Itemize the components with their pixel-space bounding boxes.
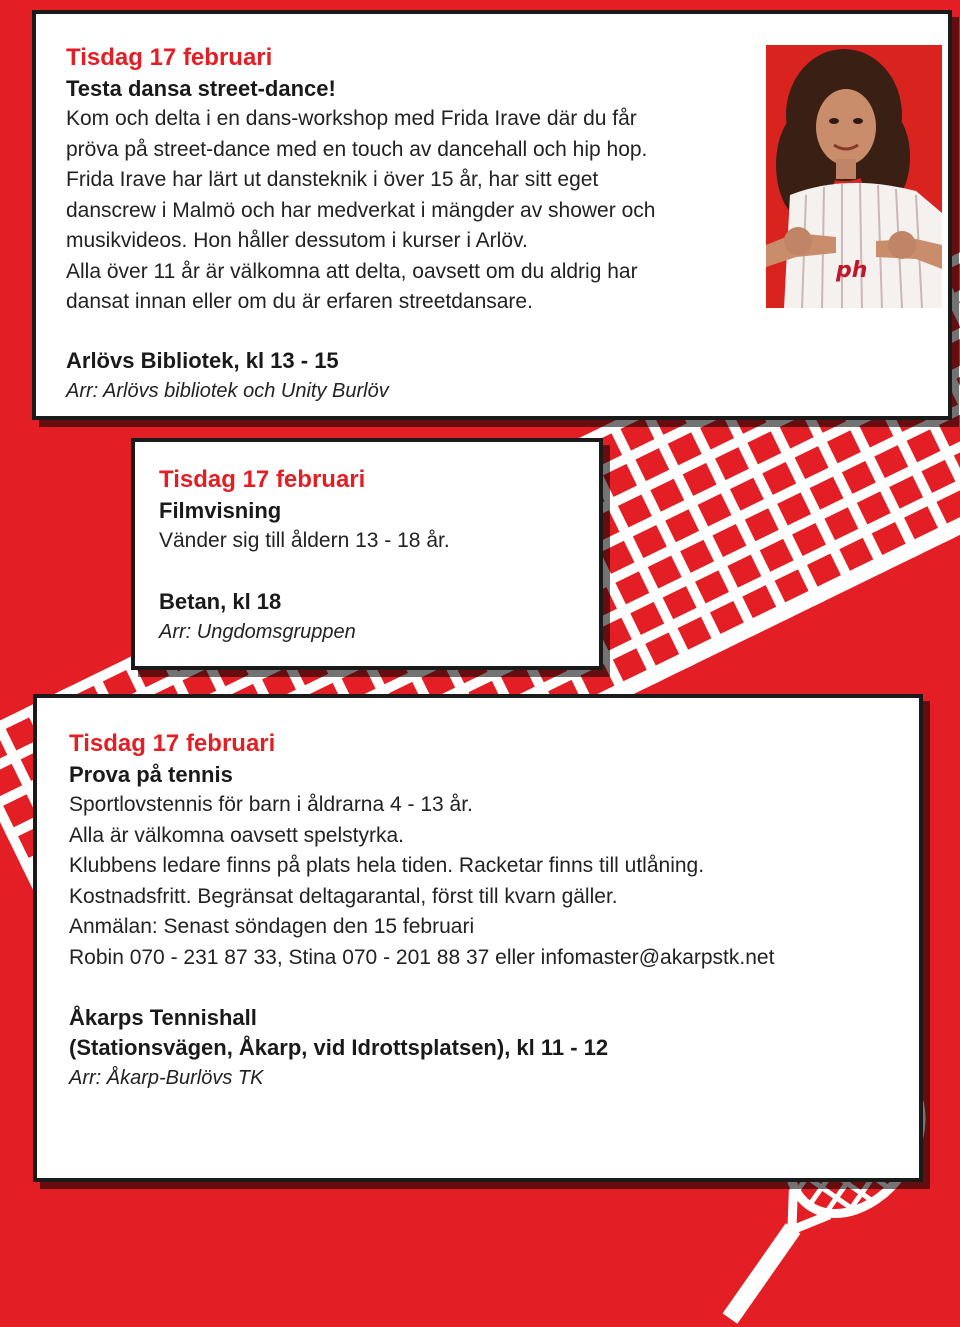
- event-organizer: Arr: Arlövs bibliotek och Unity Burlöv: [66, 379, 389, 402]
- event-description-line: Alla är välkomna oavsett spelstyrka.: [69, 823, 404, 847]
- event-location: Arlövs Bibliotek, kl 13 - 15: [66, 347, 339, 373]
- dancer-photo: [766, 45, 942, 308]
- event-contact-line: Robin 070 - 231 87 33, Stina 070 - 201 88 37 eller infomaster@akarpstk.net: [69, 945, 775, 969]
- event-date: Tisdag 17 februari: [159, 466, 366, 493]
- event-description-line: Vänder sig till åldern 13 - 18 år.: [159, 529, 450, 552]
- event-date: Tisdag 17 februari: [69, 730, 276, 757]
- event-card-film: [131, 438, 603, 670]
- event-title: Testa dansa street-dance!: [66, 76, 336, 101]
- event-title: Prova på tennis: [69, 762, 233, 787]
- event-description-line: Alla över 11 år är välkomna att delta, oavsett om du aldrig har: [66, 259, 638, 283]
- event-description-line: Kom och delta i en dans-workshop med Frida Irave där du får: [66, 107, 637, 130]
- jersey-logo: ph: [836, 258, 868, 283]
- event-location: Åkarps Tennishall: [69, 1005, 257, 1030]
- event-organizer: Arr: Ungdomsgruppen: [159, 620, 356, 643]
- event-description-line: pröva på street-dance med en touch av dancehall och hip hop.: [66, 137, 648, 161]
- event-description-line: Anmälan: Senast söndagen den 15 februari: [69, 915, 475, 938]
- event-description-line: danscrew i Malmö och har medverkat i mängder av shower och: [66, 198, 656, 222]
- event-description-line: musikvideos. Hon håller dessutom i kurser i Arlöv.: [66, 229, 528, 252]
- event-location: Betan, kl 18: [159, 588, 282, 614]
- event-description-line: Frida Irave har lärt ut dansteknik i över 15 år, har sitt eget: [66, 168, 599, 191]
- event-description-line: Sportlovstennis för barn i åldrarna 4 - 13 år.: [69, 793, 473, 816]
- event-description-line: Klubbens ledare finns på plats hela tiden. Racketar finns till utlåning.: [69, 854, 705, 877]
- event-description-line: Kostnadsfritt. Begränsat deltagarantal, först till kvarn gäller.: [69, 884, 618, 908]
- event-title: Filmvisning: [159, 498, 282, 523]
- event-date: Tisdag 17 februari: [66, 44, 273, 71]
- event-description-line: dansat innan eller om du är erfaren streetdansare.: [66, 290, 533, 313]
- event-organizer: Arr: Åkarp-Burlövs TK: [69, 1067, 264, 1089]
- event-location-detail: (Stationsvägen, Åkarp, vid Idrottsplatsen), kl 11 - 12: [69, 1035, 609, 1060]
- event-card-tennis: [33, 694, 923, 1182]
